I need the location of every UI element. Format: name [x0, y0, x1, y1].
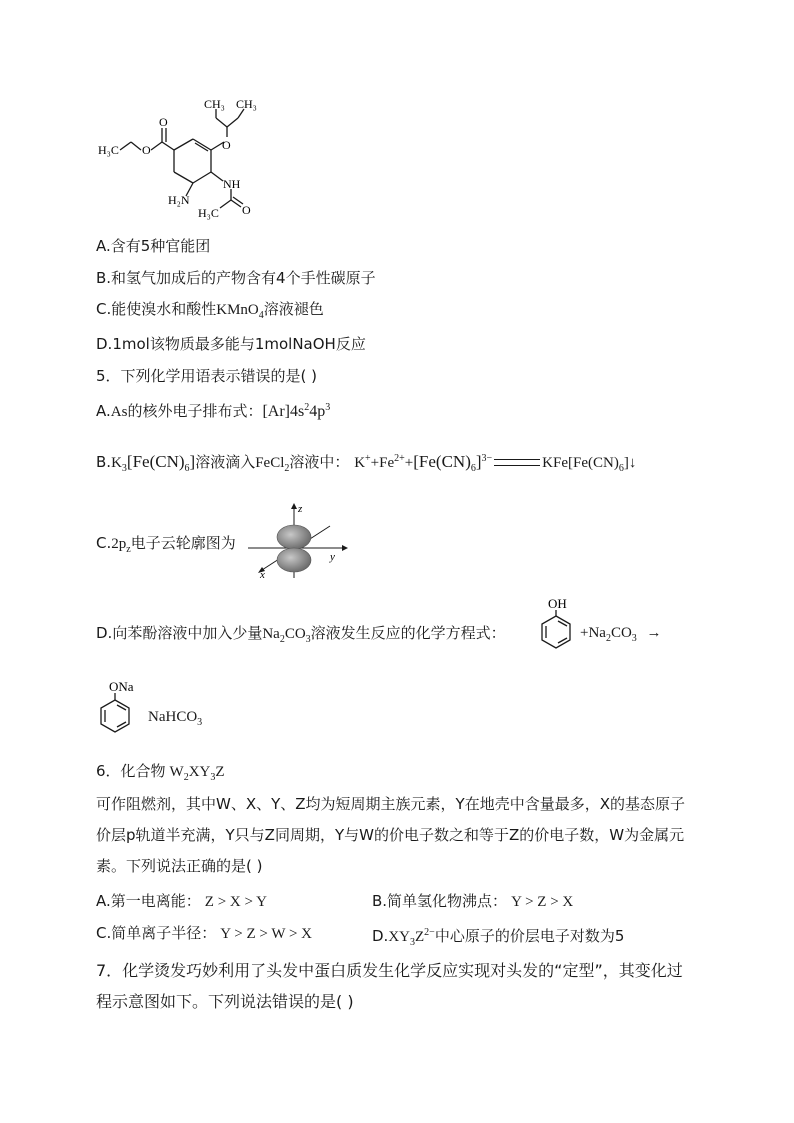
q4-option-b: B.和氢气加成后的产物含有4个手性碳原子	[96, 269, 376, 287]
eq-k-sup: +	[365, 453, 371, 464]
orbital-sub: z	[126, 544, 131, 555]
q6-option-c-text: C.简单离子半径：	[96, 924, 217, 942]
eq-fe-sup: 2+	[394, 453, 405, 464]
reagent-na-sub: 2	[605, 633, 611, 644]
electron-config: [Ar]4s	[262, 403, 305, 420]
q6-option-c	[96, 923, 312, 944]
nahco3-text: NaHCO	[148, 709, 198, 725]
eq-product-close: ]↓	[623, 455, 637, 471]
reagent-co-sub: 3	[631, 633, 637, 644]
eq-plus: +	[404, 455, 414, 471]
label-ch3-right: CH₃	[236, 97, 257, 111]
q4-option-d: D.1mol该物质最多能与1molNaOH反应	[96, 335, 366, 353]
fecn-sub: 6	[184, 463, 190, 474]
sodium-phenoxide-structure	[96, 676, 146, 748]
axis-x-label: x	[260, 569, 265, 581]
q6-option-a	[96, 891, 267, 912]
q6-option-a-text: A.第一电离能：	[96, 892, 201, 910]
formula-z: Z	[215, 764, 225, 780]
kmno4-formula: KMnO	[216, 302, 259, 318]
q5-option-a	[96, 398, 330, 422]
label-o-ester: O	[159, 115, 168, 129]
eq-k: K	[354, 455, 366, 471]
eq-double-line	[494, 459, 540, 466]
axis-z-label: z	[298, 503, 303, 515]
config-sup2: 3	[325, 402, 331, 413]
q5-option-a-label: A.	[96, 402, 111, 420]
eq-product-sub: 6	[618, 463, 624, 474]
kmno4-sub: 4	[258, 310, 264, 321]
q6-option-d-tail: 中心原子的价层电子对数为5	[434, 927, 625, 945]
q4-option-c-tail: 溶液褪色	[263, 300, 324, 318]
q5-option-b-mid2: 溶液中：	[289, 453, 350, 471]
phenoxide-ona-label: ONa	[109, 679, 134, 694]
electron-config-2: 4p	[309, 403, 326, 420]
label-h3c-bottom: H₃C	[198, 206, 219, 220]
fecn-close: ]	[189, 452, 196, 471]
q5-option-d	[96, 623, 506, 650]
q6-option-d-z-sup: 2−	[424, 927, 435, 938]
reagent-co: CO	[610, 625, 632, 641]
q6-paragraph: 可作阻燃剂，其中W、X、Y、Z均为短周期主族元素，Y在地壳中含量最多，X的基态原子价层p轨道半充满，Y只与Z同周期，Y与W的价电子数之和等于Z的价电子数，W为金属元素。下列说法正确的是( )	[96, 795, 685, 875]
label-o-link: O	[142, 143, 151, 157]
q5-option-a-mid: 的核外电子排布式：	[127, 402, 263, 420]
q4-option-c-text: C.能使溴水和酸性	[96, 300, 217, 318]
orbital-label: 2p	[111, 536, 127, 552]
q5-option-c	[96, 533, 236, 560]
k3-symbol: K	[111, 455, 122, 471]
q5-option-b	[96, 449, 636, 479]
na2co3-sub: 2	[279, 634, 285, 645]
formula-xy: XY	[188, 764, 211, 780]
oseltamivir-structure	[96, 92, 276, 222]
config-sup1: 2	[304, 402, 310, 413]
eq-ion: [Fe(CN)	[413, 452, 471, 471]
q6-option-d-xy-sub: 3	[410, 937, 415, 948]
q6-stem	[96, 761, 225, 788]
q5-option-c-label: C.	[96, 534, 112, 552]
label-o-amide: O	[242, 203, 251, 217]
reaction-reagent	[580, 623, 662, 649]
label-h2n: H₂N	[168, 193, 190, 207]
na2co3-na: Na	[262, 626, 280, 642]
phenol-structure	[534, 594, 584, 664]
eq-product: KFe[Fe(CN)	[542, 455, 619, 471]
arsenic-symbol: As	[110, 404, 128, 420]
fecn-open: [Fe(CN)	[126, 452, 185, 471]
q6-option-c-val: Y > Z > W > X	[220, 926, 313, 942]
eq-fe: +Fe	[370, 455, 395, 471]
phenol-oh-label: OH	[548, 596, 567, 611]
q5-option-b-label: B.	[96, 453, 112, 471]
q6-stem-prefix: 6．化合物	[96, 762, 166, 780]
k3-sub: 3	[121, 463, 127, 474]
reaction-arrow: →	[646, 625, 662, 641]
q5-option-b-mid: 溶液滴入	[195, 453, 256, 471]
product-nahco3	[148, 707, 202, 733]
q5-option-d-text: D.向苯酚溶液中加入少量	[96, 624, 263, 642]
eq-ion-sup: 3−	[481, 453, 493, 464]
pz-orbital-diagram	[244, 500, 354, 582]
fecl-sub: 2	[284, 463, 290, 474]
label-ch3-left: CH₃	[204, 97, 225, 111]
fecl-symbol: FeCl	[255, 455, 285, 471]
q4-option-a: A.含有5种官能团	[96, 237, 211, 255]
q6-option-d-xy: XY	[388, 929, 410, 945]
q6-option-d-label: D.	[372, 927, 389, 945]
na2co3-co-sub: 3	[305, 634, 311, 645]
eq-ion-close: ]	[475, 452, 482, 471]
q6-option-b-val: Y > Z > X	[511, 894, 574, 910]
q4-option-c	[96, 299, 324, 326]
label-nh: NH	[223, 177, 241, 191]
q6-option-b	[372, 891, 573, 912]
q6-option-b-text: B.简单氢化物沸点：	[372, 892, 508, 910]
q5-option-d-tail: 溶液发生反应的化学方程式：	[310, 624, 506, 642]
eq-ion-sub: 6	[470, 463, 476, 474]
nahco3-sub: 3	[197, 717, 203, 728]
reagent-na: +Na	[580, 625, 606, 641]
formula-w-sub: 2	[183, 772, 189, 783]
q6-option-d	[372, 923, 624, 953]
label-h3c-left: H₃C	[98, 143, 119, 157]
q6-option-a-val: Z > X > Y	[204, 894, 267, 910]
formula-w: W	[169, 764, 184, 780]
q5-stem: 5．下列化学用语表示错误的是( )	[96, 367, 318, 385]
q7-paragraph: 7．化学烫发巧妙利用了头发中蛋白质发生化学反应实现对头发的“定型”，其变化过程示意图如下。下列说法错误的是( )	[96, 961, 683, 1011]
label-o-ether: O	[222, 138, 231, 152]
q5-option-c-tail: 电子云轮廓图为	[130, 534, 236, 552]
q6-option-d-z: Z	[415, 929, 425, 945]
axis-y-label: y	[330, 551, 335, 563]
na2co3-co: CO	[284, 626, 306, 642]
formula-y-sub: 3	[210, 772, 216, 783]
